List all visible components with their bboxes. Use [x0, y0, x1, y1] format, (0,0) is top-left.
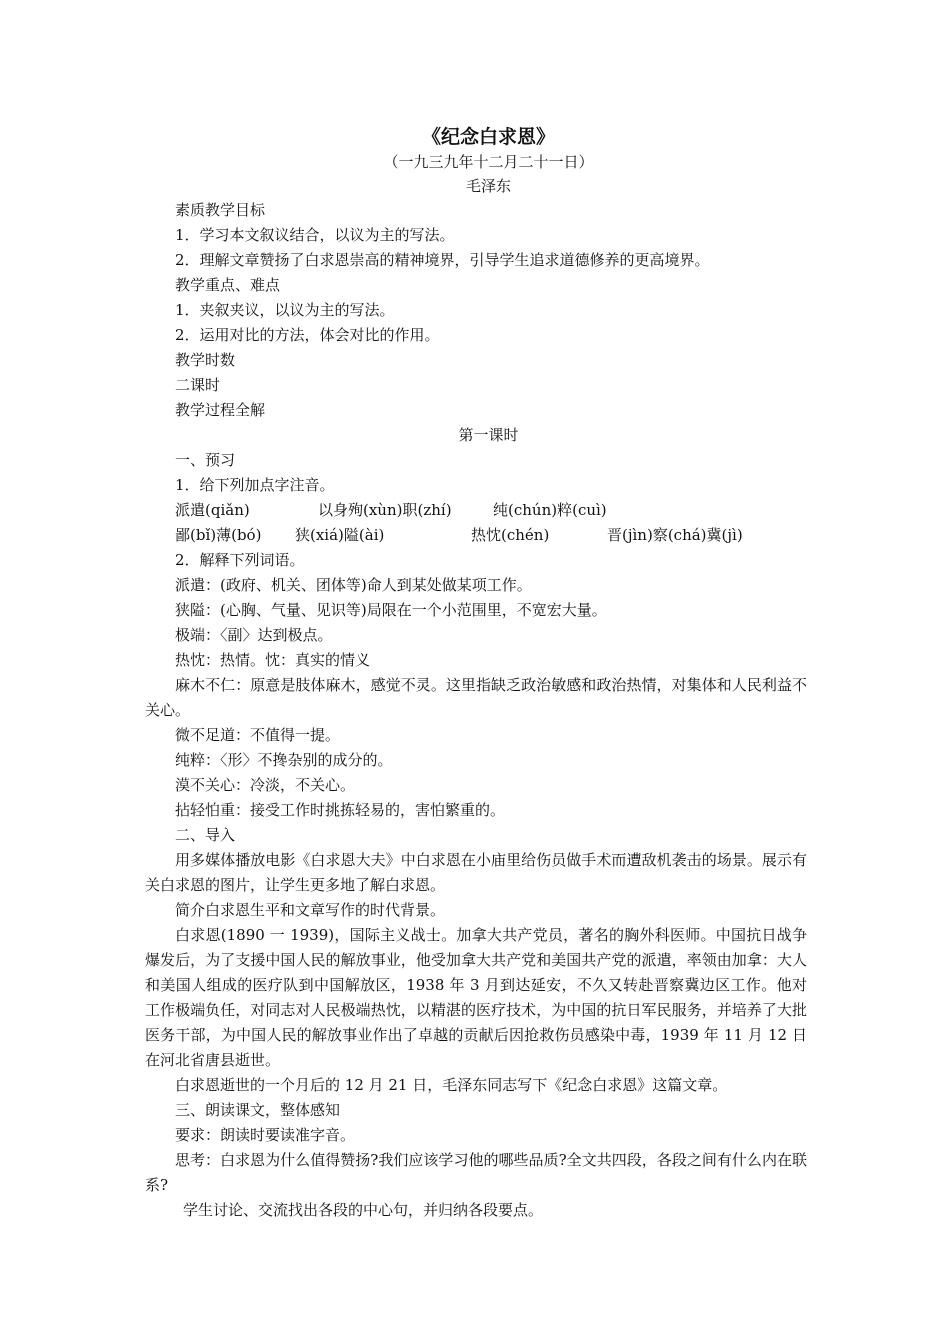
reading-heading: 三、朗读课文，整体感知	[175, 1101, 341, 1119]
goal-item-2: 2．理解文章赞扬了白求恩崇高的精神境界，引导学生追求道德修养的更高境界。	[175, 251, 710, 269]
pinyin-word: 纯(chún)粹(cuì)	[493, 501, 607, 519]
term-definition: 漠不关心：冷淡，不关心。	[175, 776, 356, 794]
term-definition: 热忱：热情。忱：真实的情义	[175, 651, 371, 669]
pinyin-word: 以身殉(xùn)职(zhí)	[318, 501, 452, 519]
term-definition: 微不足道：不值得一提。	[175, 726, 341, 744]
section-heading-hours: 教学时数	[175, 351, 236, 369]
pinyin-word: 鄙(bǐ)薄(bó)	[175, 526, 262, 544]
section-heading-goals: 素质教学目标	[175, 201, 266, 219]
term-definition-long: 麻木不仁：原意是肢体麻木，感觉不灵。这里指缺乏政治敏感和政治热情，对集体和人民利益不关心。	[145, 676, 807, 719]
term-definition: 纯粹：〈形〉不搀杂别的成分的。	[175, 751, 393, 769]
pinyin-word: 热忱(chén)	[471, 526, 550, 544]
key-point-1: 1．夹叙夹议，以议为主的写法。	[175, 301, 395, 319]
preview-item-1: 1．给下列加点字注音。	[175, 476, 335, 494]
intro-paragraph-1: 用多媒体播放电影《白求恩大夫》中白求恩在小庙里给伤员做手术而遭敌机袭击的场景。展示有关白求恩的图片，让学生更多地了解白求恩。	[145, 851, 807, 894]
term-definition: 拈轻怕重：接受工作时挑拣轻易的，害怕繁重的。	[175, 801, 506, 819]
pinyin-word: 派遣(qiǎn)	[175, 501, 250, 519]
preview-heading: 一、预习	[175, 451, 236, 469]
reading-question: 思考：白求恩为什么值得赞扬?我们应该学习他的哪些品质?全文共四段，各段之间有什么内在联系?	[145, 1151, 807, 1194]
reading-discussion: 学生讨论、交流找出各段的中心句，并归纳各段要点。	[183, 1201, 544, 1219]
intro-paragraph-2: 简介白求恩生平和文章写作的时代背景。	[175, 901, 446, 919]
document-title: 《纪念白求恩》	[421, 126, 555, 148]
intro-paragraph-3: 白求恩(1890 一 1939)，国际主义战士。加拿大共产党员，著名的胸外科医师。中国抗日战争爆发后，为了支援中国人民的解放事业，他受加拿大共产党和美国共产党的派遣，率领由加拿：大人和美国人组成的医疗队到中国解放区，1938 年 3 月到达延安，不久又转赴晋察冀边区工作。他对工作极端负任，对同志对人民极端热忱，以精湛的医疗技术，为中国的抗日军民服务，并培养了大批医务干部，为中国人民的解放事业作出了卓越的贡献后因抢救伤员感染中毒，1939 年 11 月 12 日在河北省唐县逝世。	[145, 926, 807, 1069]
document-body	[145, 124, 807, 1223]
pinyin-row-1	[145, 498, 807, 523]
pinyin-row-2	[145, 523, 807, 548]
term-definition: 狭隘：(心胸、气量、见识等)局限在一个小范围里，不宽宏大量。	[175, 601, 607, 619]
pinyin-word: 狭(xiá)隘(ài)	[295, 526, 385, 544]
document-author: 毛泽东	[465, 177, 511, 195]
document-date: （一九三九年十二月二十一日）	[383, 153, 594, 171]
term-definition: 极端：〈副〉达到极点。	[175, 626, 333, 644]
section-heading-process: 教学过程全解	[175, 401, 266, 419]
reading-requirement: 要求：朗读时要读准字音。	[175, 1126, 356, 1144]
key-point-2: 2．运用对比的方法，体会对比的作用。	[175, 326, 440, 344]
lesson-heading: 第一课时	[458, 426, 519, 444]
intro-heading: 二、导入	[175, 826, 236, 844]
term-definition: 派遣：(政府、机关、团体等)命人到某处做某项工作。	[175, 576, 532, 594]
pinyin-word: 晋(jìn)察(chá)冀(jì)	[607, 526, 743, 544]
preview-item-2: 2．解释下列词语。	[175, 551, 305, 569]
goal-item-1: 1．学习本文叙议结合，以议为主的写法。	[175, 226, 455, 244]
section-heading-key-points: 教学重点、难点	[175, 276, 281, 294]
hours-value: 二课时	[175, 376, 221, 394]
intro-paragraph-4: 白求恩逝世的一个月后的 12 月 21 日，毛泽东同志写下《纪念白求恩》这篇文章。	[175, 1076, 728, 1094]
